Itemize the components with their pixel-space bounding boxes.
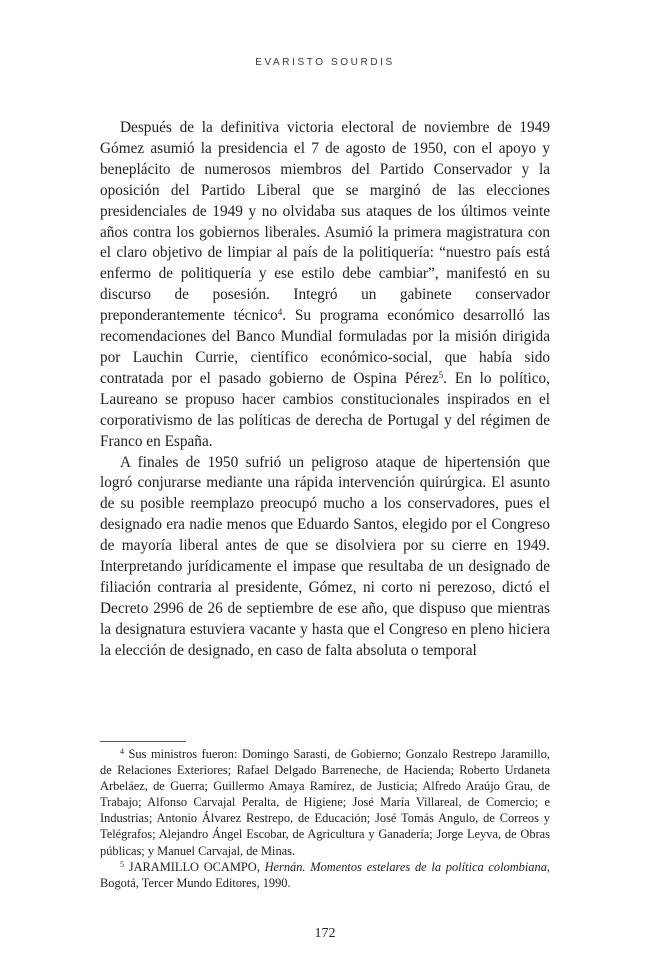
footnote-separator <box>100 741 186 742</box>
page-number: 172 <box>314 926 336 941</box>
footnote-4-number: 4 <box>120 747 124 756</box>
footnote-5-publisher: , Bogotá, Tercer Mundo Editores, 1990. <box>100 859 550 890</box>
paragraph-1-text-a: Después de la definitiva victoria electoral de noviembre de 1949 Gómez asumió la presidencia el 7 de agosto de 1950, con el apoyo y beneplácito de numerosos miembros del Partido Conservador y la oposición del Partido Liberal que se marginó de las elecciones presidenciales de 1949 y no olvidaba sus ataques de los últimos veinte años contra los gobiernos liberales. Asumió la primera magistratura con el claro objetivo de limpiar al país de la politiquería: “nuestro país está enfermo de politiquería y ese estilo debe cambiar”, manifestó en su discurso de posesión. Integró un gabinete conservador preponderantemente técnico <box>100 119 550 325</box>
paragraph-1 <box>100 118 550 453</box>
footnote-5-author: JARAMILLO OCAMPO, <box>124 859 265 874</box>
footnote-4-text: Sus ministros fueron: Domingo Sarasti, de Gobierno; Gonzalo Restrepo Jaramillo, de Relaciones Exteriores; Rafael Delgado Barreneche, de Hacienda; Roberto Urdaneta Arbeláez, de Guerra; Guillermo Amaya Ramírez, de Justicia; Alfredo Araújo Grau, de Trabajo; Alfonso Carvajal Peralta, de Higiene; José María Villareal, de Comercio; e Industrias; Antonio Álvarez Restrepo, de Educación; José Tomás Angulo, de Correos y Telégrafos; Alejandro Ángel Escobar, de Agricultura y Ganadería; Jorge Leyva, de Obras públicas; y Manuel Carvajal, de Minas. <box>100 747 550 858</box>
footnote-ref-5[interactable]: 5 <box>438 369 444 380</box>
footnotes <box>100 746 550 891</box>
paragraph-1-text-c: . En lo político, Laureano se propuso hacer cambios constitucionales inspirados en el corporativismo de las políticas de derecha de Portugal y del régimen de Franco en España. <box>100 369 550 450</box>
footnote-5-number: 5 <box>120 859 124 869</box>
footnote-ref-4[interactable]: 4 <box>277 307 283 318</box>
running-head: EVARISTO SOURDIS <box>255 57 395 68</box>
footnote-5-title: Hernán. Momentos estelares de la política colombiana <box>264 859 547 874</box>
main-text <box>100 118 550 662</box>
footnote-4 <box>100 746 550 859</box>
paragraph-2: A finales de 1950 sufrió un peligroso ataque de hipertensión que logró conjurarse mediante una rápida intervención quirúrgica. El asunto de su posible reemplazo preocupó mucho a los conservadores, pues el designado era nadie menos que Eduardo Santos, elegido por el Congreso de mayoría liberal antes de que se disolviera por su cierre en 1949. Interpretando jurídicamente el impase que resultaba de un designado de filiación contraria al presidente, Gómez, ni corto ni perezoso, dictó el Decreto 2996 de 26 de septiembre de ese año, que dispuso que mientras la designatura estuviera vacante y hasta que el Congreso en pleno hiciera la elección de designado, en caso de falta absoluta o temporal <box>100 453 550 659</box>
paragraph-1-text-b: . Su programa económico desarrolló las recomendaciones del Banco Mundial formuladas por la misión dirigida por Lauchin Currie, científico económico-social, que había sido contratada por el pasado gobierno de Ospina Pérez <box>100 307 550 387</box>
footnote-5 <box>100 859 550 891</box>
